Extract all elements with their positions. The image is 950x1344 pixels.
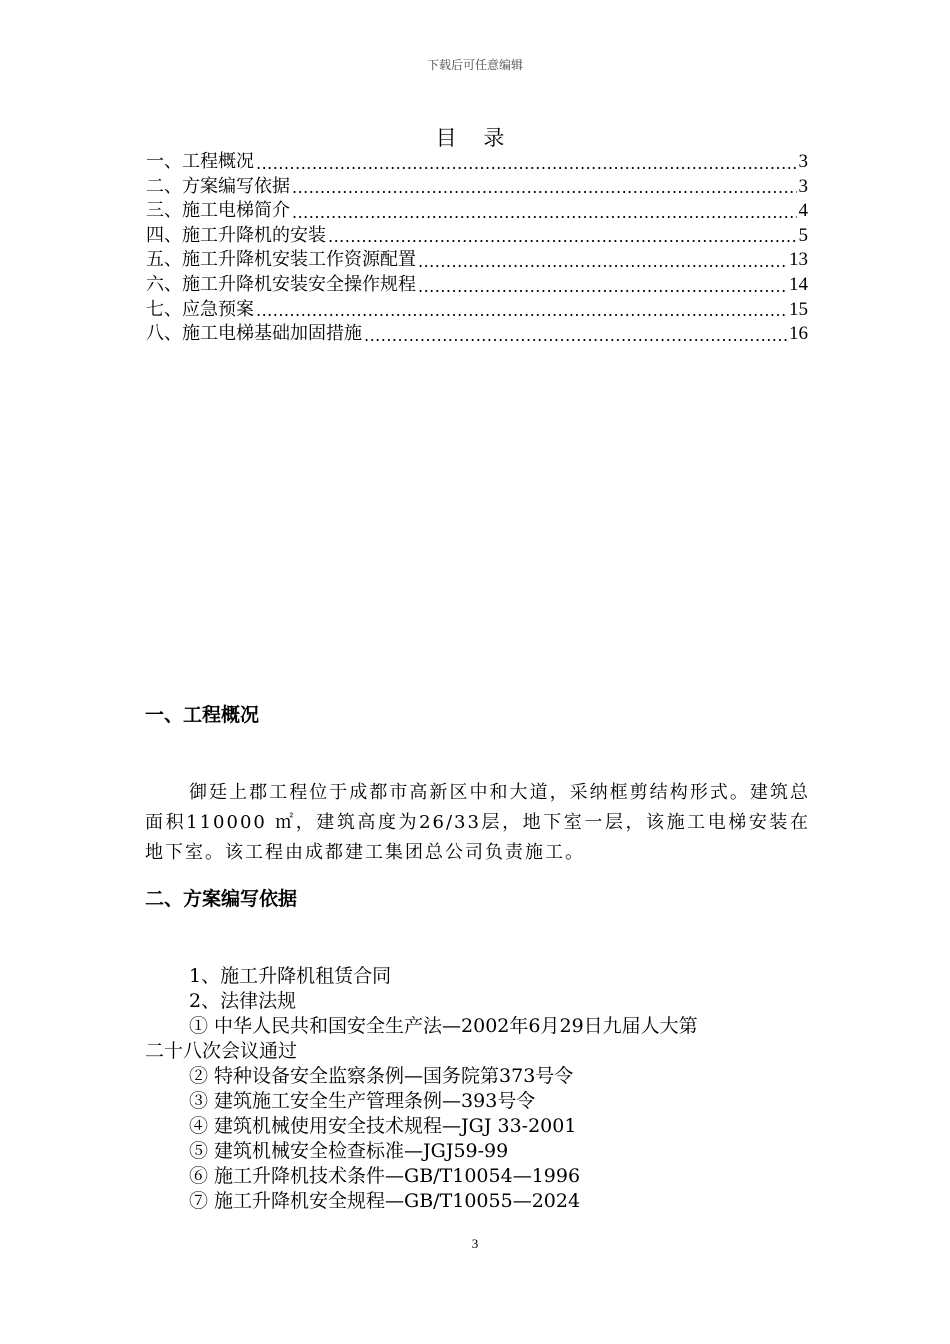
toc-leader-dots [292,202,797,224]
list-item: ⑦ 施工升降机安全规程—GB/T10055—2024 [189,1190,581,1212]
section-heading: 二、方案编写依据 [145,888,298,910]
toc-leader-dots [418,251,787,273]
toc-item-page: 15 [789,298,808,320]
toc-item-label: 七、应急预案 [146,298,254,320]
toc-item-label: 一、工程概况 [146,151,254,172]
toc-item-page: 13 [789,249,808,271]
toc-leader-dots [328,226,797,248]
toc-item-page: 4 [798,200,808,222]
toc-leader-dots [364,325,787,347]
toc-item[interactable] [146,298,808,323]
toc-item[interactable] [146,150,808,175]
section-heading: 一、工程概况 [145,704,260,726]
toc-item-label: 六、施工升降机安装安全操作规程 [146,273,416,295]
list-item: ⑤ 建筑机械安全检查标准—JGJ59-99 [189,1140,509,1162]
table-of-contents [146,150,808,347]
toc-item-label: 二、方案编写依据 [146,175,290,197]
list-item: ② 特种设备安全监察条例—国务院第373号令 [189,1065,574,1087]
toc-item[interactable] [146,248,808,273]
paragraph-text: 御廷上郡工程位于成都市高新区中和大道，采纳框剪结构形式。建筑总面积110000 ㎡，建筑高度为26/33层，地下室一层，该施工电梯安装在地下室。该工程由成都建工集团总公司负责施工。 [145,782,810,863]
toc-item-label: 八、施工电梯基础加固措施 [146,323,362,345]
toc-item[interactable] [146,175,808,200]
list-item: ④ 建筑机械使用安全技术规程—JGJ 33-2001 [189,1115,577,1137]
toc-leader-dots [256,300,787,322]
toc-item-page: 3 [798,175,808,197]
section-paragraph [145,778,810,868]
list-item: 2、法律法规 [189,990,297,1012]
list-item: ③ 建筑施工安全生产管理条例—393号令 [189,1090,536,1112]
toc-item[interactable] [146,224,808,249]
toc-item-label: 三、施工电梯简介 [146,200,290,222]
toc-item-page: 3 [798,151,808,172]
toc-item[interactable] [146,273,808,298]
toc-item-label: 五、施工升降机安装工作资源配置 [146,249,416,271]
toc-item-label: 四、施工升降机的安装 [146,224,326,246]
toc-leader-dots [292,177,797,199]
toc-leader-dots [418,276,787,298]
page-number: 3 [471,1236,479,1251]
toc-leader-dots [256,153,797,175]
list-item: 二十八次会议通过 [145,1040,298,1062]
basis-list [145,964,810,1214]
toc-item[interactable] [146,199,808,224]
toc-item[interactable] [146,322,808,347]
toc-title: 目 录 [435,126,515,150]
page-header-note: 下载后可任意编辑 [426,58,523,72]
toc-item-page: 5 [798,224,808,246]
list-item: ⑥ 施工升降机技术条件—GB/T10054—1996 [189,1165,581,1187]
list-item: ① 中华人民共和国安全生产法—2002年6月29日九届人大第 [189,1015,698,1037]
toc-item-page: 16 [789,323,808,345]
toc-item-page: 14 [789,273,808,295]
list-item: 1、施工升降机租赁合同 [189,965,392,987]
